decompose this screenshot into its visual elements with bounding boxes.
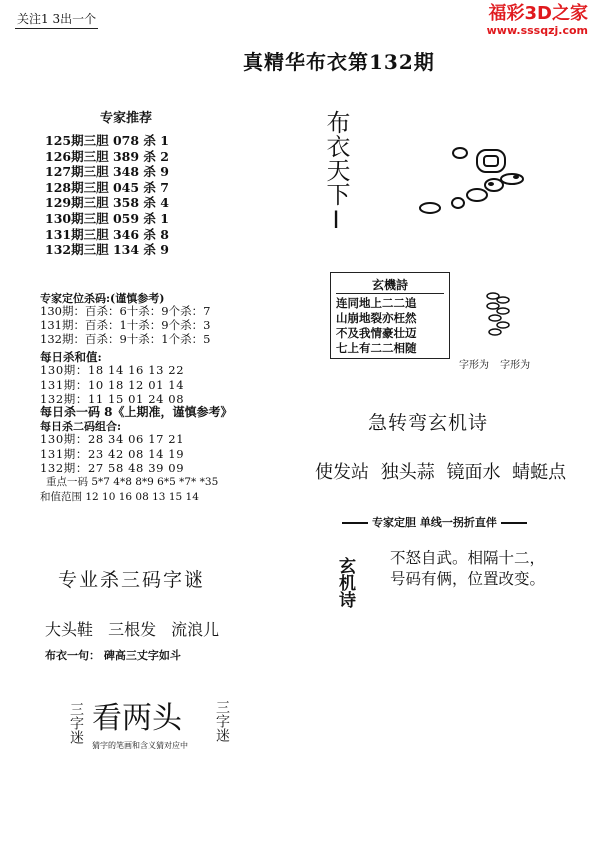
list-item: 130期三胆 059 杀 1	[45, 210, 169, 226]
kan-liang-tou: 看两头	[92, 701, 182, 736]
xuanji-box-title: 玄機詩	[336, 276, 444, 294]
riddle-label-right: 三字迷	[214, 700, 230, 742]
yima-line: 每日杀一码 8《上期准，谨慎参考》	[40, 405, 233, 419]
list-item: 126期三胆 389 杀 2	[45, 148, 169, 164]
hezhi-title: 每日杀和值:	[40, 350, 102, 364]
erma-list	[40, 432, 184, 476]
zixing-note: 字形为 字形为	[459, 360, 531, 371]
list-item: 127期三胆 348 杀 9	[45, 164, 169, 180]
dingwei-title: 专家定位杀码:(谨慎参考)	[40, 292, 165, 305]
coin-stack-illustration	[483, 290, 513, 340]
pebble-illustration	[412, 145, 537, 225]
dingdan-text: 专家定胆 单线一拐折直伴	[372, 516, 497, 529]
poem-line: 号码有俩，位置改变。	[390, 570, 546, 588]
site-watermark	[487, 4, 588, 37]
divider	[501, 522, 527, 524]
dingwei-list	[40, 304, 210, 346]
poem-line: 不怒自武。相隔十二，	[390, 549, 546, 567]
list-item: 130期：28 34 06 17 21	[40, 432, 185, 446]
top-note: 关注1 3出一个	[15, 10, 98, 29]
riddle-words: 大头鞋 三根发 流浪儿	[45, 620, 220, 639]
riddle-phrases: 使发站 独头蒜 镜面水 蜻蜓点	[315, 462, 567, 483]
list-item: 125期三胆 078 杀 1	[45, 133, 169, 148]
list-item: 129期三胆 358 杀 4	[45, 195, 169, 211]
list-item: 132期：27 58 48 39 09	[40, 461, 185, 476]
list-item: 132期三胆 134 杀 9	[45, 242, 169, 258]
hezhi-list	[40, 363, 184, 407]
xuanji-poem-label: 玄机诗	[335, 557, 355, 608]
hezhi-range-line: 和值范围 12 10 16 08 13 15 14	[40, 491, 199, 503]
erma-title: 每日杀二码组合:	[40, 420, 122, 433]
poem-line: 不及我情豪壮迈	[336, 326, 417, 340]
poem-line: 连同地上二二追	[336, 296, 417, 310]
dingdan-line	[338, 514, 531, 530]
buyi-yiju: 布衣一句： 碑高三丈字如斗	[45, 649, 181, 662]
expert-title: 专家推荐	[100, 111, 153, 126]
buyi-tianxia-title: 布衣天下I	[322, 110, 350, 234]
divider	[342, 522, 368, 524]
brand-url: www.sssqzj.com	[486, 24, 588, 37]
riddle-label-left: 三字迷	[68, 702, 84, 744]
list-item: 131期：23 42 08 14 19	[40, 446, 185, 461]
poem-line: 山崩地裂亦枉然	[336, 311, 417, 325]
list-item: 130期：18 14 16 13 22	[40, 363, 185, 377]
list-item: 131期：10 18 12 01 14	[40, 377, 185, 392]
jizhuan-title: 急转弯玄机诗	[368, 412, 489, 434]
list-item: 130期：百杀：6十杀：9个杀：7	[40, 304, 211, 318]
poem-text	[390, 548, 545, 590]
poem-line: 七上有二二相随	[336, 341, 417, 355]
list-item: 132期：11 15 01 24 08	[40, 392, 185, 406]
kan-note: 猜字的笔画和含义猜对应中	[92, 741, 188, 750]
list-item: 131期：百杀：1十杀：9个杀：3	[40, 318, 211, 332]
xuanji-poem-box	[330, 272, 450, 359]
expert-list	[45, 133, 169, 258]
sanma-riddle-title: 专业杀三码字谜	[58, 569, 206, 591]
page-title: 真精华布衣第132期	[243, 50, 435, 74]
list-item: 131期三胆 346 杀 8	[45, 226, 169, 242]
list-item: 128期三胆 045 杀 7	[45, 179, 169, 195]
brand-name: 福彩3D之家	[488, 3, 588, 24]
list-item: 132期：百杀：9十杀：1个杀：5	[40, 332, 211, 346]
zhongdian-line: 重点一码 5*7 4*8 8*9 6*5 *7* *35	[46, 476, 219, 488]
